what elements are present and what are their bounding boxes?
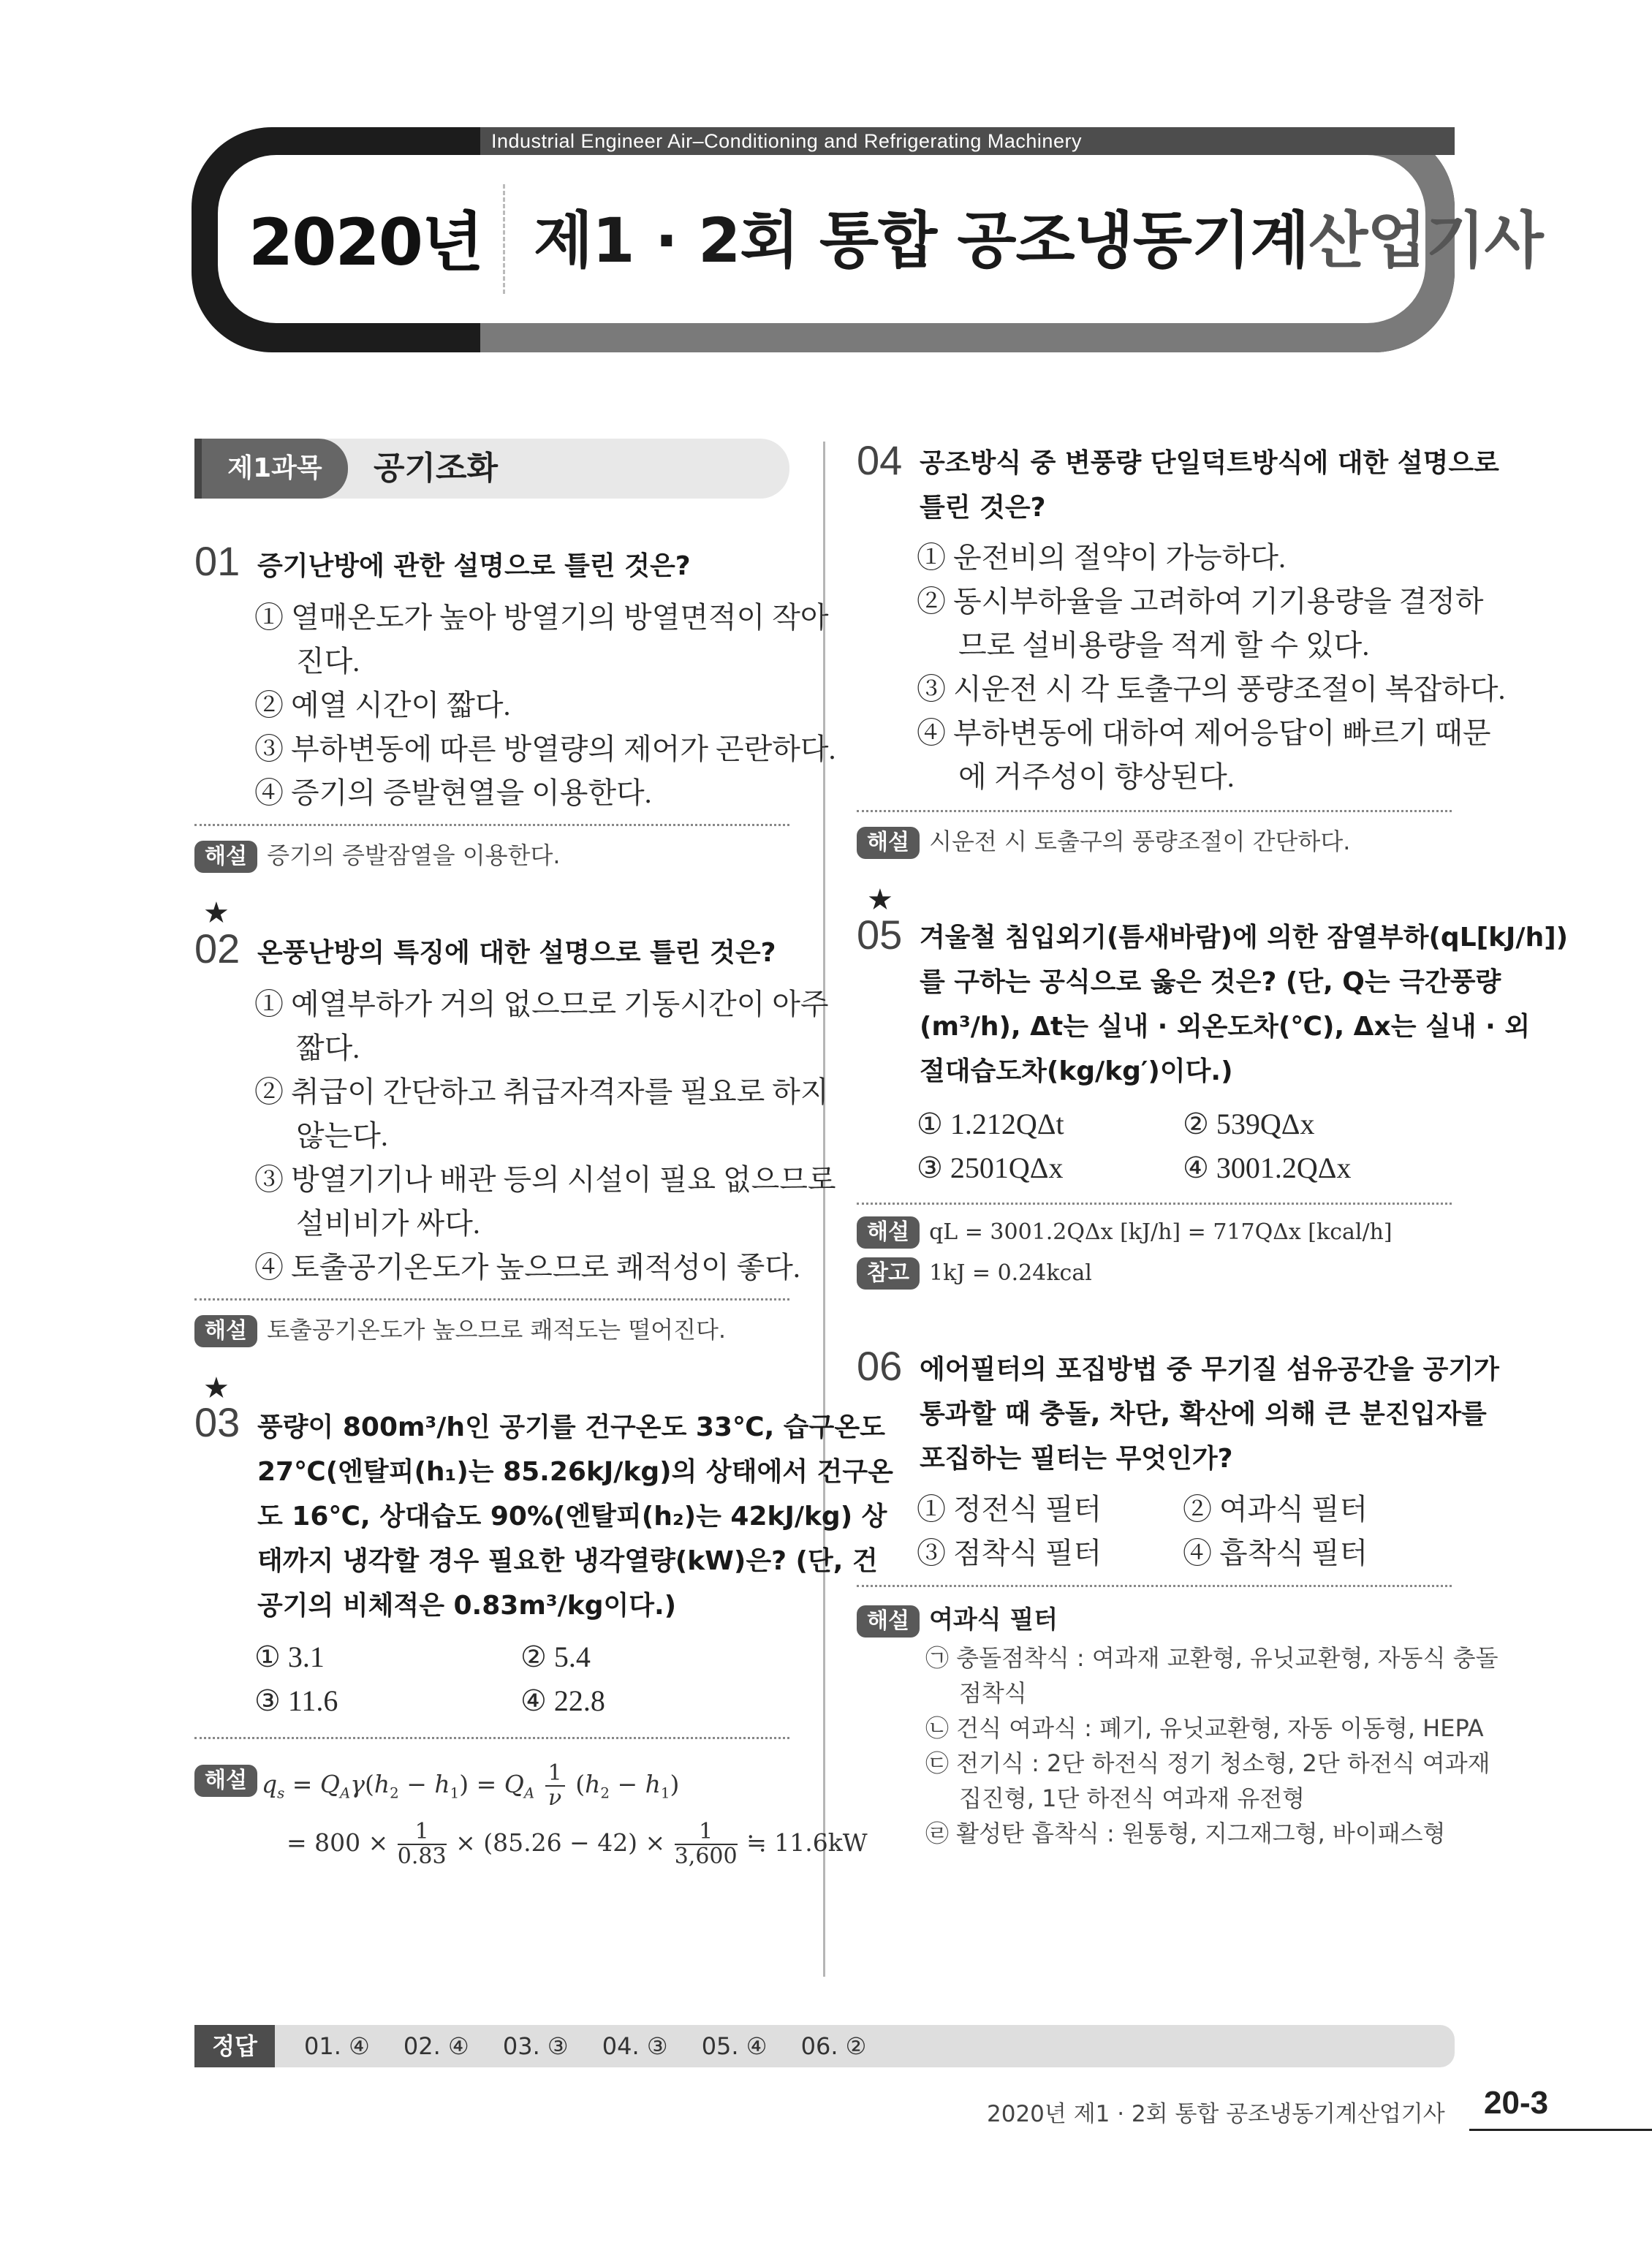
question-number-05: 05 (857, 912, 903, 958)
q04-explanation-text: 시운전 시 토출구의 풍량조절이 간단하다. (929, 828, 1351, 855)
q06-text-line-1: 에어필터의 포집방법 중 무기질 섬유공간을 공기가 (920, 1355, 1499, 1385)
q02-option-4: ④ 토출공기온도가 높으므로 쾌적성이 좋다. (254, 1251, 800, 1284)
q04-text-line-2: 틀린 것은? (920, 493, 1046, 523)
question-number-01: 01 (194, 538, 240, 584)
q03-option-1: ① 3.1 (254, 1640, 325, 1673)
q05-note-text: 1kJ = 0.24kcal (929, 1260, 1092, 1286)
explanation-tag: 해설 (857, 1216, 920, 1249)
q02-option-2: ② 취급이 간단하고 취급자격자를 필요로 하지 (254, 1075, 829, 1108)
q03-formula-line-1 (262, 1762, 679, 1810)
question-text-01: 증기난방에 관한 설명으로 틀린 것은? (257, 551, 691, 581)
q02-option-3: ③ 방열기기나 배관 등의 시설이 필요 없으므로 (254, 1163, 836, 1196)
q05-text-line-3: (m³/h), Δt는 실내 · 외온도차(℃), Δx는 실내 · 외 (920, 1012, 1531, 1042)
q04-option-4: ④ 부하변동에 대하여 제어응답이 빠르기 때문 (917, 716, 1491, 749)
column-divider (823, 442, 825, 1977)
q06-exp-item-1-cont: 점착식 (959, 1679, 1027, 1707)
q02-option-2-cont: 않는다. (296, 1119, 388, 1152)
star-icon: ★ (867, 883, 893, 917)
q02-option-3-cont: 설비비가 싸다. (296, 1207, 480, 1240)
banner-subtitle-en: Industrial Engineer Air–Conditioning and Refrigerating Machinery (491, 130, 1082, 152)
q03-option-4: ④ 22.8 (520, 1684, 605, 1717)
star-icon: ★ (203, 896, 230, 930)
q06-option-4: ④ 흡착식 필터 (1183, 1537, 1368, 1570)
q01-explanation-text: 증기의 증발잠열을 이용한다. (267, 841, 561, 869)
q05-option-1: ① 1.212QΔt (917, 1108, 1064, 1140)
q06-explanation-title: 여과식 필터 (929, 1605, 1058, 1635)
explanation-tag: 해설 (194, 1765, 257, 1797)
q04-explanation (857, 824, 1350, 859)
question-number-04: 04 (857, 437, 903, 483)
q06-text-line-2: 통과할 때 충돌, 차단, 확산에 의해 큰 분진입자를 (920, 1399, 1487, 1429)
explanation-tag: 해설 (857, 827, 920, 859)
q06-exp-item-3-cont: 집진형, 1단 하전식 여과재 유전형 (959, 1784, 1306, 1812)
banner-title (534, 192, 1543, 280)
explanation-tag: 해설 (194, 1315, 257, 1347)
answer-item: 04. ③ (602, 2032, 668, 2060)
answer-bar (194, 2025, 1455, 2067)
star-icon: ★ (203, 1371, 230, 1405)
q02-option-1: ① 예열부하가 거의 없으므로 기동시간이 아주 (254, 988, 829, 1021)
answer-tag: 정답 (194, 2025, 275, 2067)
q05-text-line-4: 절대습도차(kg/kg′)이다.) (920, 1056, 1233, 1086)
banner-divider (503, 184, 505, 294)
q06-exp-item-2: ㉡ 건식 여과식 : 폐기, 유닛교환형, 자동 이동형, HEPA (925, 1714, 1484, 1742)
q04-text-line-1: 공조방식 중 변풍량 단일덕트방식에 대한 설명으로 (920, 448, 1499, 478)
q04-option-2: ② 동시부하율을 고려하여 기기용량을 결정하 (917, 585, 1484, 618)
q06-exp-item-3: ㉢ 전기식 : 2단 하전식 정기 청소형, 2단 하전식 여과재 (925, 1749, 1490, 1777)
q04-separator (857, 810, 1452, 812)
q03-formula-1-a: $q_s = Q_A\gamma(h_2 - h_1) = Q_A$ (262, 1770, 535, 1802)
q05-option-4: ④ 3001.2QΔx (1183, 1151, 1352, 1184)
q02-option-1-cont: 짧다. (296, 1031, 360, 1064)
q05-text-line-1: 겨울철 침입외기(틈새바람)에 의한 잠열부하(qL[kJ/h]) (920, 923, 1569, 953)
q06-option-1: ① 정전식 필터 (917, 1493, 1102, 1526)
q01-option-1: ① 열매온도가 높아 방열기의 방열면적이 작아 (254, 601, 829, 634)
answer-item: 02. ④ (403, 2032, 469, 2060)
q04-option-3: ③ 시운전 시 각 토출구의 풍량조절이 복잡하다. (917, 673, 1506, 705)
q03-text-line-4: 태까지 냉각할 경우 필요한 냉각열량(kW)은? (단, 건 (257, 1546, 878, 1576)
q06-separator (857, 1585, 1452, 1587)
q03-separator (194, 1737, 789, 1739)
question-number-02: 02 (194, 925, 240, 972)
q04-option-2-cont: 므로 설비용량을 적게 할 수 있다. (958, 629, 1370, 662)
subject-tag: 제1과목 (202, 439, 348, 499)
q03-frac-2: $\frac{1}{0.83}$ (397, 1819, 447, 1869)
q06-explanation (857, 1599, 1058, 1638)
q05-separator (857, 1203, 1452, 1205)
footer-rule (1469, 2129, 1652, 2131)
answer-item: 01. ④ (304, 2032, 370, 2060)
banner-inner (218, 155, 1543, 323)
subject-header (194, 439, 789, 499)
banner-year: 2020년 (249, 205, 482, 280)
footer-title: 2020년 제1 · 2회 통합 공조냉동기계산업기사 (987, 2101, 1445, 2127)
banner-title-main: 제1 · 2회 통합 공조냉동기계 (534, 205, 1309, 276)
q03-frac-1: $\frac{1}{\nu}$ (545, 1762, 565, 1810)
q04-option-1: ① 운전비의 절약이 가능하다. (917, 541, 1287, 574)
answer-list (304, 2025, 893, 2067)
q03-frac-3: $\frac{1}{3,600}$ (674, 1819, 738, 1869)
q03-option-2: ② 5.4 (520, 1640, 591, 1673)
q03-option-3: ③ 11.6 (254, 1684, 338, 1717)
q03-text-line-1: 풍량이 800m³/h인 공기를 건구온도 33℃, 습구온도 (257, 1412, 885, 1442)
q03-text-line-3: 도 16℃, 상대습도 90%(엔탈피(h₂)는 42kJ/kg) 상 (257, 1502, 887, 1532)
explanation-tag: 해설 (857, 1605, 920, 1638)
q03-formula-1-b: $(h_2 - h_1)$ (575, 1770, 680, 1802)
q02-explanation (194, 1312, 726, 1347)
explanation-tag: 해설 (194, 841, 257, 873)
q02-explanation-text: 토출공기온도가 높으므로 쾌적도는 떨어진다. (267, 1316, 727, 1344)
question-number-06: 06 (857, 1343, 903, 1389)
q05-note (857, 1257, 1092, 1290)
q03-explanation (194, 1765, 257, 1797)
q03-text-line-2: 27℃(엔탈피(h₁)는 85.26kJ/kg)의 상태에서 건구온 (257, 1457, 893, 1487)
answer-item: 05. ④ (701, 2032, 768, 2060)
q05-option-2: ② 539QΔx (1183, 1108, 1315, 1140)
q01-option-1-cont: 진다. (296, 645, 360, 678)
q01-explanation (194, 838, 561, 873)
q05-explanation-text: qL = 3001.2QΔx [kJ/h] = 717QΔx [kcal/h] (929, 1219, 1393, 1245)
page-number: 20-3 (1484, 2085, 1549, 2121)
q01-option-2: ② 예열 시간이 짧다. (254, 689, 511, 722)
q01-option-4: ④ 증기의 증발현열을 이용한다. (254, 776, 652, 809)
q05-option-3: ③ 2501QΔx (917, 1151, 1064, 1184)
q02-separator (194, 1298, 789, 1301)
q06-option-2: ② 여과식 필터 (1183, 1493, 1368, 1526)
subject-name: 공기조화 (374, 450, 499, 487)
q01-separator (194, 824, 789, 826)
q05-text-line-2: 를 구하는 공식으로 옳은 것은? (단, Q는 극간풍량 (920, 967, 1501, 997)
q01-option-3: ③ 부하변동에 따른 방열량의 제어가 곤란하다. (254, 732, 836, 765)
question-number-03: 03 (194, 1399, 240, 1445)
answer-item: 03. ③ (502, 2032, 569, 2060)
q06-exp-item-4: ㉣ 활성탄 흡착식 : 원통형, 지그재그형, 바이패스형 (925, 1820, 1446, 1847)
answer-item: 06. ② (800, 2032, 867, 2060)
q06-text-line-3: 포집하는 필터는 무엇인가? (920, 1444, 1233, 1474)
q03-formula-line-2: = 800 × $\frac{1}{0.83}$ × (85.26 − 42) × $\frac{1}{3,600}$ ≒ 11.6kW (287, 1819, 868, 1869)
question-text-02: 온풍난방의 특징에 대한 설명으로 틀린 것은? (257, 938, 776, 968)
banner-title-tail: 산업기사 (1308, 205, 1543, 276)
q03-text-line-5: 공기의 비체적은 0.83m³/kg이다.) (257, 1591, 677, 1621)
q05-explanation (857, 1216, 1393, 1249)
q06-option-3: ③ 점착식 필터 (917, 1537, 1102, 1570)
header-banner (192, 127, 1543, 352)
q06-exp-item-1: ㉠ 충돌점착식 : 여과재 교환형, 유닛교환형, 자동식 충돌 (925, 1644, 1498, 1672)
q04-option-4-cont: 에 거주성이 향상된다. (958, 760, 1235, 793)
note-tag: 참고 (857, 1257, 920, 1290)
